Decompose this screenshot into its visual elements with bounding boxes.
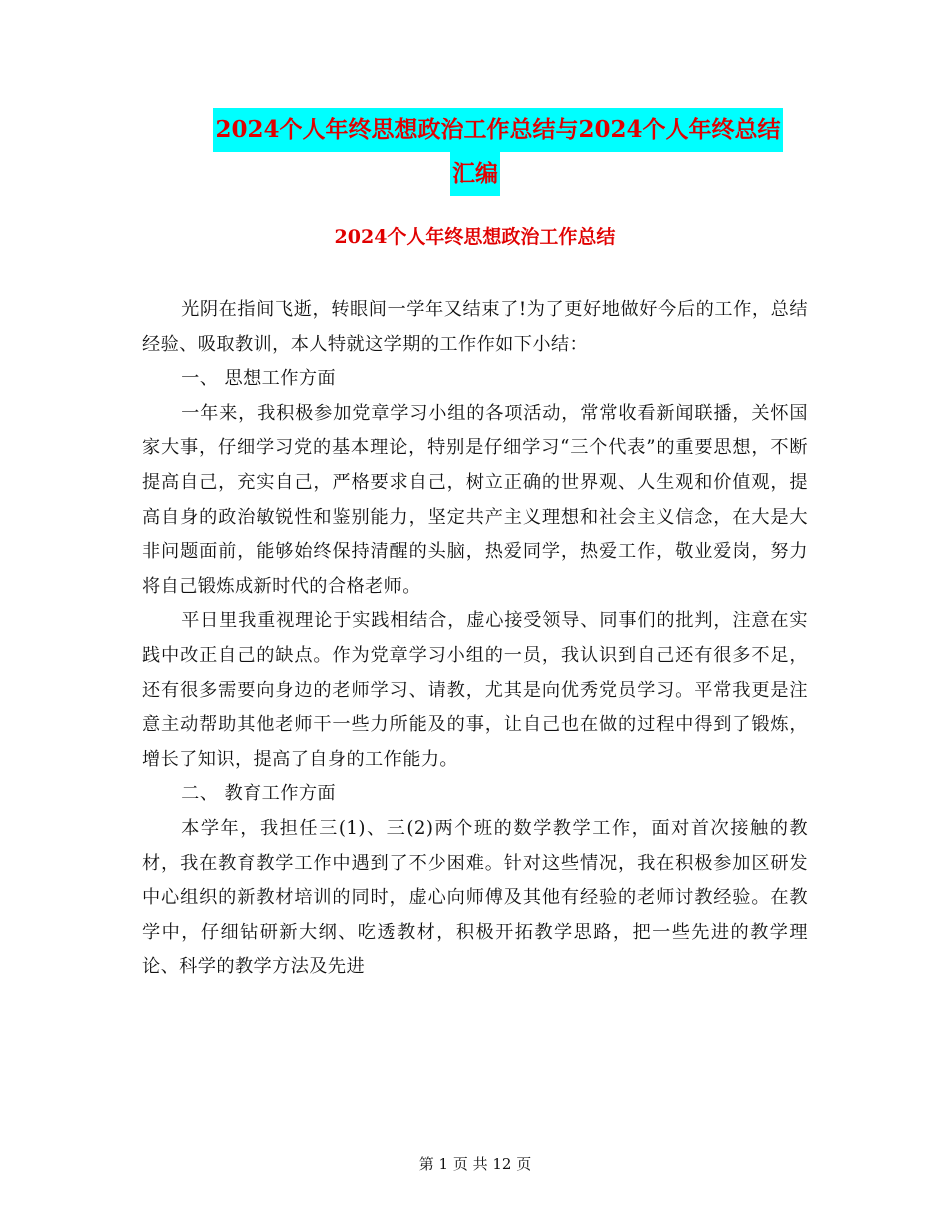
document-body — [142, 293, 808, 985]
title-line-2: 汇编 — [450, 152, 500, 196]
paragraph-intro: 光阴在指间飞逝，转眼间一学年又结束了!为了更好地做好今后的工作，总结经验、吸取教训，本人特就这学期的工作作如下小结： — [142, 299, 808, 355]
heading-ideology: 一、 思想工作方面 — [181, 368, 337, 390]
section-subtitle: 2024个人年终思想政治工作总结 — [334, 226, 616, 248]
page-number: 第 1 页 共 12 页 — [418, 1155, 532, 1173]
paragraph-ideology-2: 平日里我重视理论于实践相结合，虚心接受领导、同事们的批判，注意在实践中改正自己的缺点。作为党章学习小组的一员，我认识到自己还有很多不足，还有很多需要向身边的老师学习、请教，尤其是向优秀党员学习。平常我更是注意主动帮助其他老师干一些力所能及的事，让自己也在做的过程中得到了锻炼，增长了知识，提高了自身的工作能力。 — [142, 610, 808, 770]
title-line-1: 2024个人年终思想政治工作总结与2024个人年终总结 — [213, 108, 782, 152]
document-title — [0, 108, 950, 196]
paragraph-education-1: 本学年，我担任三(1)、三(2)两个班的数学教学工作，面对首次接触的教材，我在教育教学工作中遇到了不少困难。针对这些情况，我在积极参加区研发中心组织的新教材培训的同时，虚心向师傅及其他有经验的老师讨教经验。在教学中，仔细钻研新大纲、吃透教材，积极开拓教学思路，把一些先进的教学理论、科学的教学方法及先进 — [142, 817, 808, 978]
paragraph-ideology-1: 一年来，我积极参加党章学习小组的各项活动，常常收看新闻联播，关怀国家大事，仔细学习党的基本理论，特别是仔细学习“三个代表”的重要思想，不断提高自己，充实自己，严格要求自己，树立正确的世界观、人生观和价值观，提高自身的政治敏锐性和鉴别能力，坚定共产主义理想和社会主义信念，在大是大非问题面前，能够始终保持清醒的头脑，热爱同学，热爱工作，敬业爱岗，努力将自己锻炼成新时代的合格老师。 — [142, 402, 808, 597]
heading-education: 二、 教育工作方面 — [181, 783, 337, 805]
